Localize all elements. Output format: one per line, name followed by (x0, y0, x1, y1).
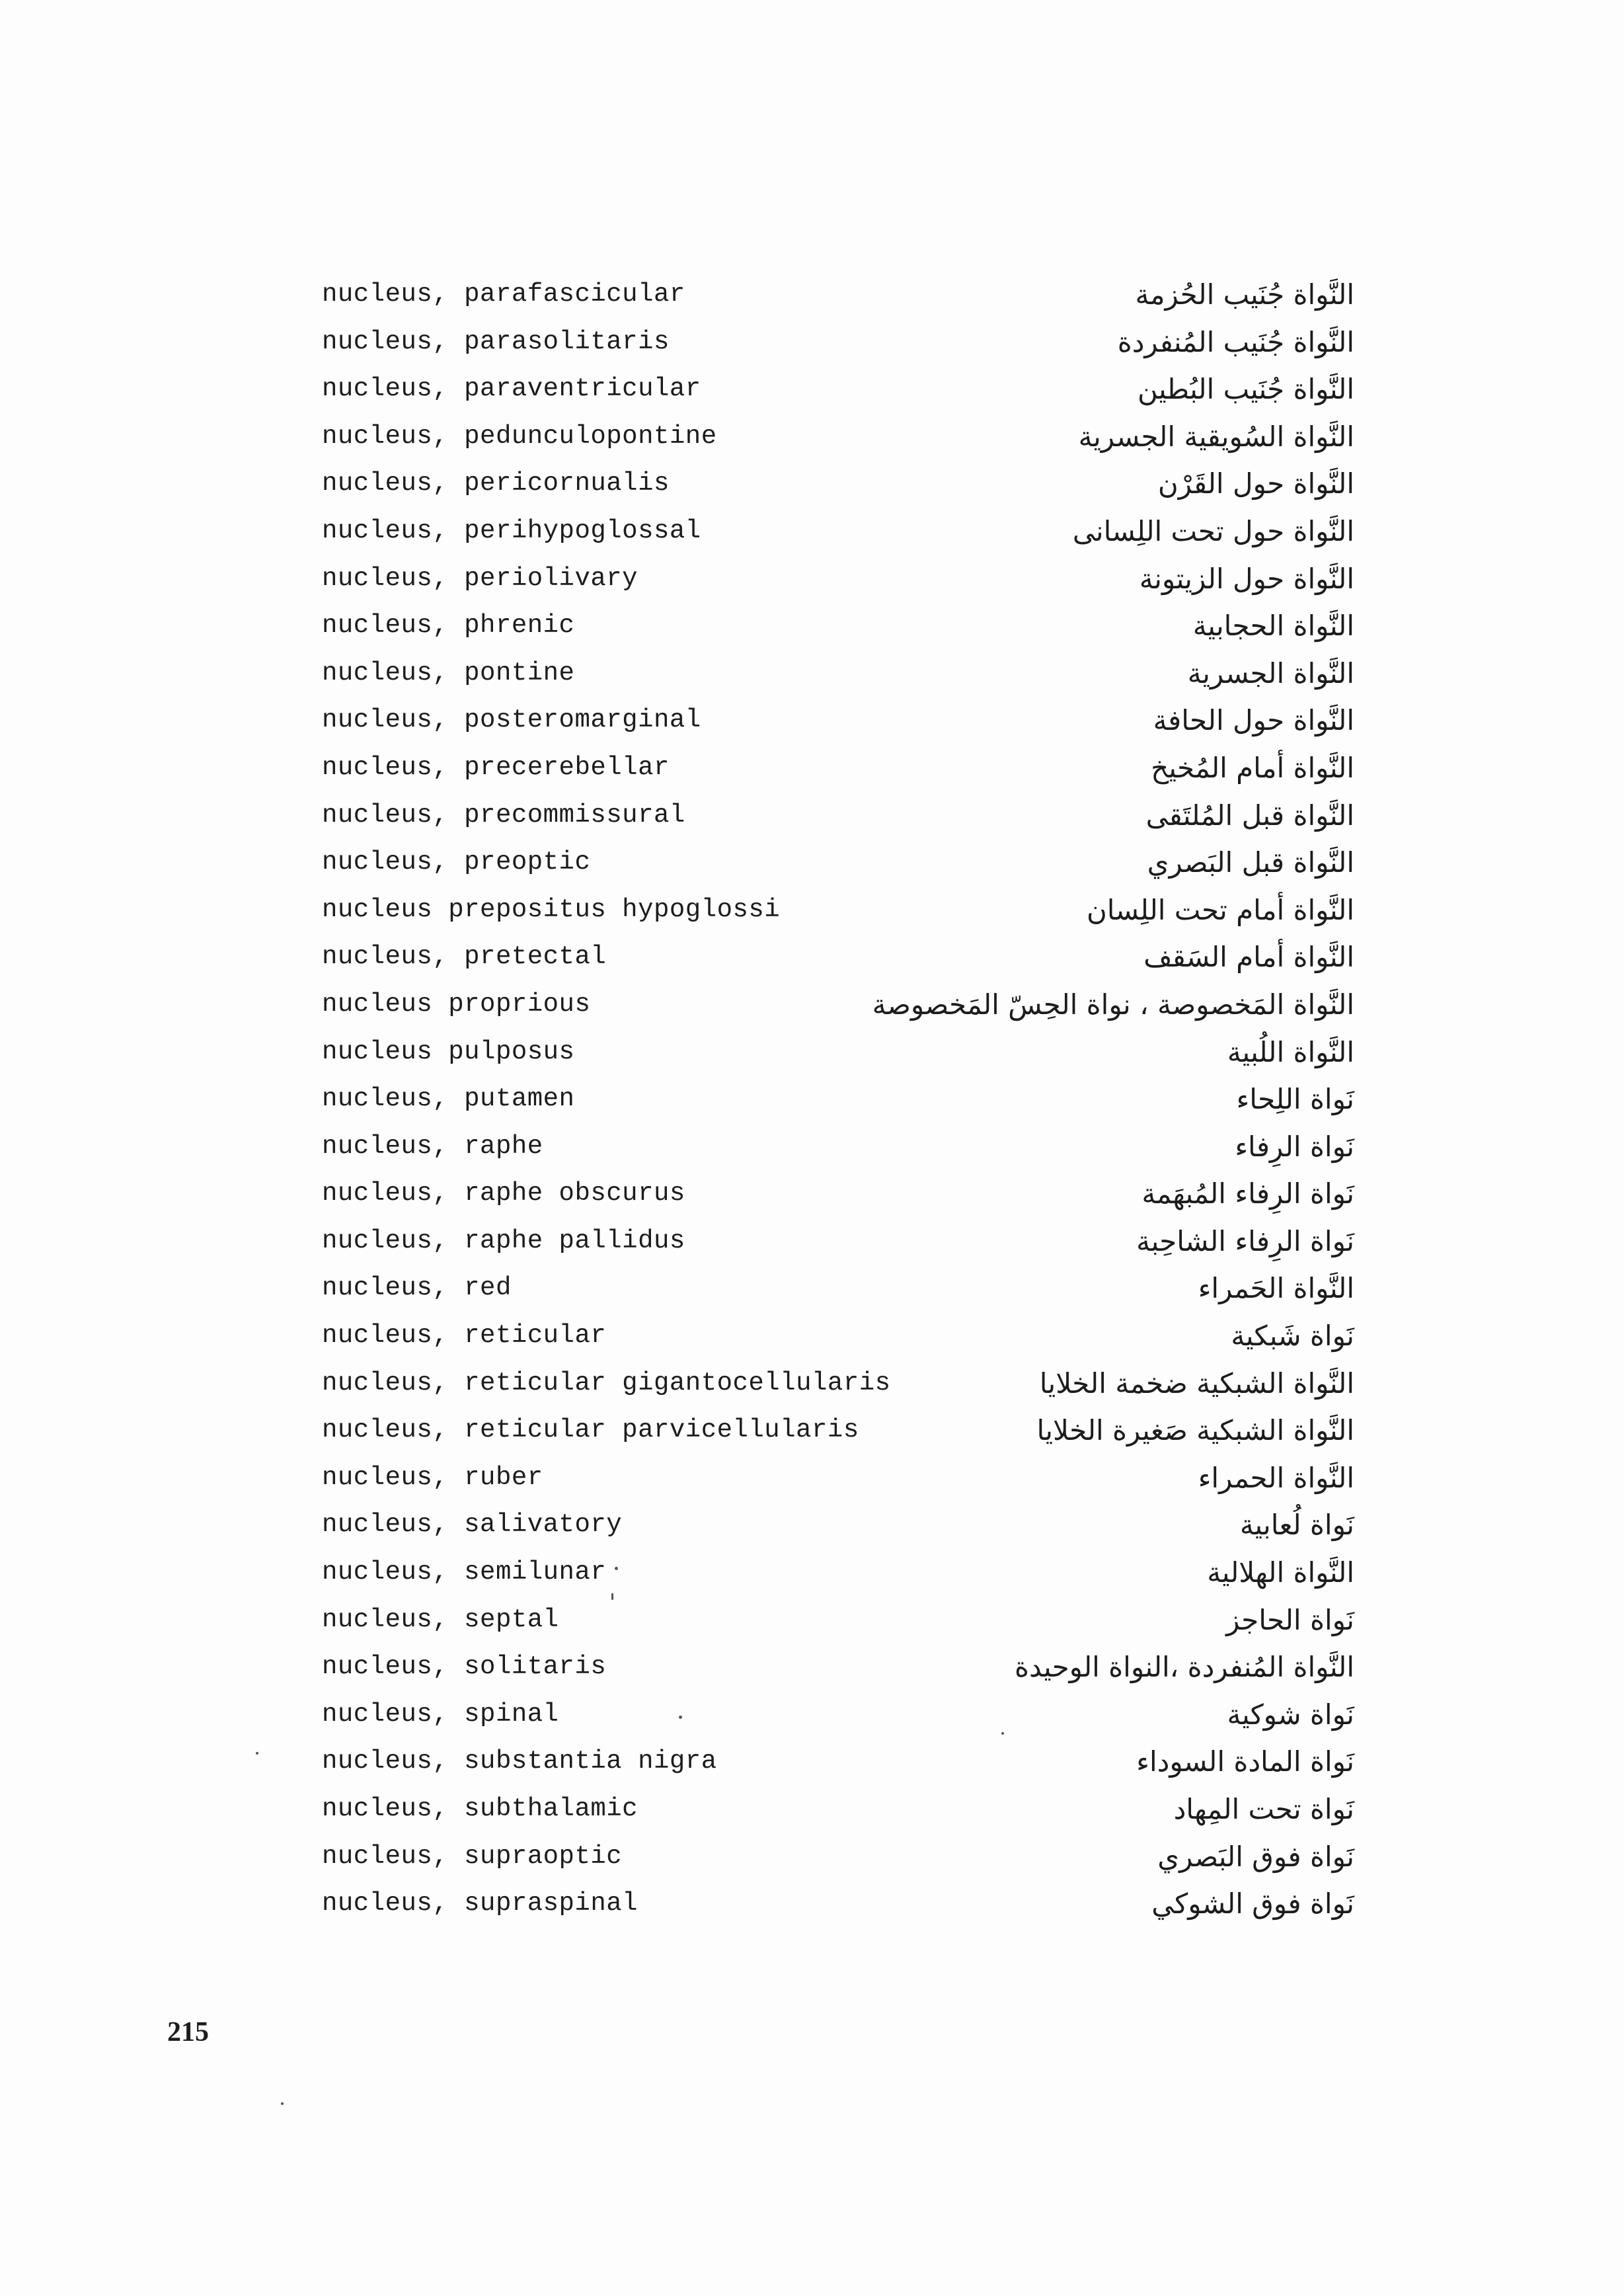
entry-term-english: nucleus, posteromarginal (322, 705, 701, 735)
dictionary-entry (0, 1407, 1624, 1454)
entry-term-english: nucleus, preoptic (322, 848, 591, 877)
entry-term-english: nucleus prepositus hypoglossi (322, 894, 781, 924)
entry-term-arabic: النَّواة الحمراء (1198, 1461, 1354, 1494)
dictionary-entry (0, 555, 1624, 603)
dictionary-entry (0, 792, 1624, 840)
dictionary-entry (0, 1880, 1624, 1928)
entry-term-arabic: نَواة المادة السوداء (1136, 1745, 1354, 1778)
dictionary-entry (0, 366, 1624, 413)
entry-term-english: nucleus, pretectal (322, 942, 607, 972)
entry-term-english: nucleus, raphe obscurus (322, 1179, 685, 1208)
entry-term-arabic: نَواة تحت المِهاد (1173, 1793, 1354, 1825)
dictionary-entry (0, 319, 1624, 366)
entry-term-english: nucleus, salivatory (322, 1510, 623, 1540)
entry-term-arabic: النَّواة حول الزيتونة (1139, 562, 1354, 595)
entry-term-english: nucleus, spinal (322, 1699, 559, 1729)
entry-term-english: nucleus, reticular parvicellularis (322, 1415, 859, 1445)
entry-term-english: nucleus, reticular (322, 1321, 607, 1351)
dictionary-entry (0, 933, 1624, 981)
entry-term-english: nucleus, reticular gigantocellularis (322, 1368, 891, 1398)
dictionary-entry (0, 1123, 1624, 1171)
entry-term-arabic: النَّواة اللُبية (1227, 1035, 1354, 1068)
entry-term-english: nucleus, pedunculopontine (322, 421, 717, 451)
entry-term-arabic: النَّواة جُنَيب الحُزمة (1135, 278, 1354, 311)
entry-term-arabic: نَواة الرِفاء (1235, 1130, 1354, 1163)
entry-term-arabic: النَّواة أمام السَقف (1143, 941, 1354, 974)
dictionary-entry (0, 1501, 1624, 1549)
dictionary-entry (0, 1076, 1624, 1123)
entry-term-arabic: النَّواة قبل المُلتَقى (1145, 799, 1354, 832)
entry-term-english: nucleus, paraventricular (322, 374, 701, 404)
dictionary-entry (0, 744, 1624, 792)
dictionary-entry (0, 271, 1624, 319)
dictionary-entry (0, 1170, 1624, 1218)
entry-term-english: nucleus proprious (322, 989, 591, 1019)
dictionary-entry (0, 1597, 1624, 1644)
entry-term-english: nucleus, periolivary (322, 563, 638, 593)
entry-list (0, 271, 1624, 1928)
dictionary-entry (0, 1643, 1624, 1691)
entry-term-arabic: نَواة اللِحاء (1236, 1083, 1354, 1116)
entry-term-english: nucleus, precerebellar (322, 752, 670, 782)
dictionary-entry (0, 1786, 1624, 1833)
dictionary-entry (0, 508, 1624, 555)
entry-term-arabic: النَّواة الجسرية (1187, 656, 1354, 690)
scan-speck (281, 2102, 284, 2105)
entry-term-arabic: النَّواة المُنفردة ،النواة الوحيدة (1014, 1651, 1354, 1684)
entry-term-arabic: النَّواة أمام تحت اللِسان (1086, 893, 1354, 926)
dictionary-entry (0, 1549, 1624, 1597)
entry-term-arabic: نَواة الرِفاء الشاحِبة (1136, 1224, 1354, 1257)
entry-term-arabic: نَواة شَبكية (1231, 1320, 1354, 1353)
entry-term-english: nucleus, pontine (322, 658, 575, 688)
scan-speck (611, 1593, 613, 1600)
scan-speck (256, 1752, 258, 1755)
entry-term-arabic: النَّواة أمام المُخيخ (1151, 751, 1354, 784)
scan-speck (1001, 1732, 1004, 1735)
entry-term-arabic: النَّواة الشبكية صَغيرة الخلايا (1036, 1414, 1354, 1447)
entry-term-arabic: النَّواة حول تحت اللِسانى (1072, 514, 1354, 547)
scan-speck (615, 1567, 618, 1570)
dictionary-entry (0, 1218, 1624, 1265)
entry-term-english: nucleus, supraoptic (322, 1841, 623, 1871)
dictionary-entry (0, 1691, 1624, 1739)
entry-term-english: nucleus, red (322, 1273, 512, 1303)
page-number: 215 (167, 2017, 209, 2047)
entry-term-english: nucleus, septal (322, 1604, 559, 1634)
dictionary-entry (0, 1265, 1624, 1312)
entry-term-arabic: نَواة فوق الشوكي (1151, 1887, 1354, 1920)
entry-term-english: nucleus, raphe pallidus (322, 1226, 685, 1255)
entry-term-arabic: النَّواة جُنَيب المُنفردة (1117, 325, 1354, 358)
entry-term-arabic: نَواة الرِفاء المُبهَمة (1141, 1177, 1354, 1210)
dictionary-entry (0, 1360, 1624, 1407)
dictionary-entry (0, 1454, 1624, 1502)
entry-term-arabic: النَّواة الهلالية (1207, 1556, 1354, 1589)
entry-term-english: nucleus, pericornualis (322, 469, 670, 498)
entry-term-arabic: النَّواة حول الحافة (1153, 704, 1354, 737)
entry-term-arabic: النَّواة الشبكية ضخمة الخلايا (1039, 1366, 1354, 1400)
entry-term-arabic: نَواة الحاجز (1226, 1603, 1354, 1636)
dictionary-entry (0, 413, 1624, 461)
entry-term-english: nucleus, precommissural (322, 800, 685, 830)
dictionary-entry (0, 1738, 1624, 1786)
dictionary-entry (0, 887, 1624, 934)
dictionary-entry (0, 1833, 1624, 1881)
entry-term-english: nucleus, parasolitaris (322, 327, 670, 356)
dictionary-entry (0, 1029, 1624, 1076)
entry-term-arabic: النَّواة قبل البَصري (1147, 846, 1354, 879)
entry-term-english: nucleus, perihypoglossal (322, 516, 701, 545)
dictionary-entry (0, 697, 1624, 744)
entry-term-arabic: النَّواة الحَمراء (1198, 1272, 1354, 1305)
dictionary-entry (0, 602, 1624, 650)
entry-term-arabic: نَواة شوكية (1227, 1698, 1354, 1731)
entry-term-english: nucleus, substantia nigra (322, 1747, 717, 1776)
entry-term-english: nucleus, putamen (322, 1084, 575, 1114)
entry-term-arabic: النَّواة جُنَيب البُطين (1137, 373, 1354, 406)
entry-term-arabic: النَّواة الحجابية (1192, 610, 1354, 643)
entry-term-english: nucleus, subthalamic (322, 1794, 638, 1823)
entry-term-arabic: النَّواة حول القَرْن (1157, 467, 1354, 500)
entry-term-english: nucleus, raphe (322, 1131, 543, 1161)
entry-term-arabic: النَّواة السُويقية الجسرية (1078, 420, 1354, 453)
entry-term-arabic: نَواة فوق البَصري (1157, 1840, 1354, 1873)
entry-term-english: nucleus pulposus (322, 1037, 575, 1066)
dictionary-entry (0, 839, 1624, 887)
entry-term-english: nucleus, ruber (322, 1462, 543, 1492)
dictionary-entry (0, 981, 1624, 1029)
dictionary-entry (0, 650, 1624, 697)
dictionary-entry (0, 460, 1624, 508)
scan-speck (679, 1716, 682, 1719)
entry-term-arabic: نَواة لُعابية (1239, 1509, 1354, 1542)
entry-term-english: nucleus, solitaris (322, 1652, 607, 1682)
entry-term-arabic: النَّواة المَخصوصة ، نواة الحِسّ المَخصوصة (872, 988, 1354, 1021)
entry-term-english: nucleus, phrenic (322, 611, 575, 641)
entry-term-english: nucleus, semilunar (322, 1558, 607, 1587)
entry-term-english: nucleus, parafascicular (322, 280, 685, 309)
dictionary-entry (0, 1312, 1624, 1360)
entry-term-english: nucleus, supraspinal (322, 1889, 638, 1919)
